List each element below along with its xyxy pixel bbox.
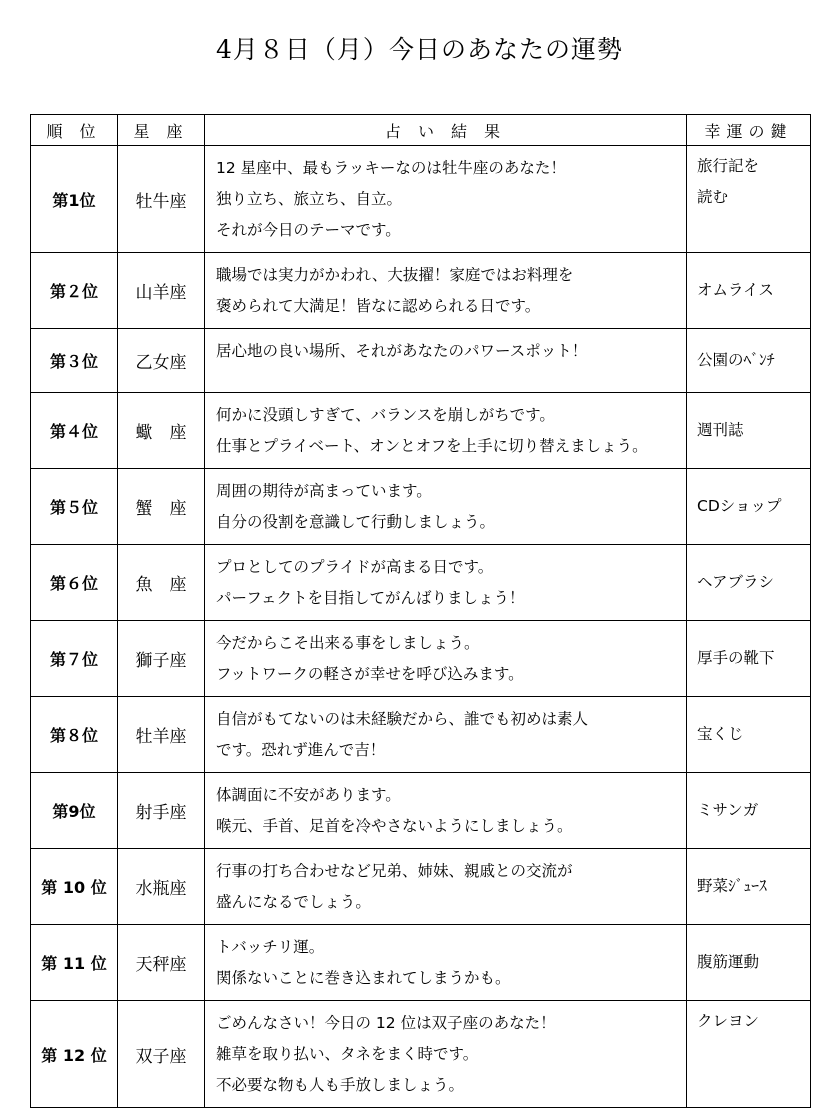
zodiac-sign-cell: 乙女座 xyxy=(118,329,205,393)
table-row xyxy=(31,925,811,1001)
fortune-text-line: 喉元、手首、足首を冷やさないようにしましょう。 xyxy=(216,817,573,835)
fortune-text-line: 何かに没頭しすぎて、バランスを崩しがちです。 xyxy=(216,406,555,424)
lucky-key-text: CDショップ xyxy=(697,497,782,515)
fortune-result-cell xyxy=(205,621,687,697)
fortune-text-line: 盛んになるでしょう。 xyxy=(216,893,371,911)
table-row xyxy=(31,1001,811,1108)
rank-cell: 第３位 xyxy=(31,329,118,393)
fortune-text-line: 12 星座中、最もラッキーなのは牡牛座のあなた！ xyxy=(216,159,566,177)
fortune-text-line: 周囲の期待が高まっています。 xyxy=(216,482,432,500)
rank-cell: 第9位 xyxy=(31,773,118,849)
fortune-result-cell xyxy=(205,329,687,393)
lucky-key-cell xyxy=(687,253,811,329)
fortune-result-cell xyxy=(205,697,687,773)
header-result: 占 い 結 果 xyxy=(205,115,687,146)
lucky-key-text: 宝くじ xyxy=(697,725,744,743)
zodiac-sign-cell: 水瓶座 xyxy=(118,849,205,925)
fortune-text-line: 自分の役割を意識して行動しましょう。 xyxy=(216,513,496,531)
fortune-text-line: 行事の打ち合わせなど兄弟、姉妹、親戚との交流が xyxy=(216,862,573,880)
header-rank: 順 位 xyxy=(31,115,118,146)
fortune-table xyxy=(30,114,811,1108)
page-title: 4月８日（月）今日のあなたの運勢 xyxy=(216,35,623,64)
fortune-text-line: 雑草を取り払い、タネをまく時です。 xyxy=(216,1045,479,1063)
fortune-text-line: プロとしてのプライドが高まる日です。 xyxy=(216,558,494,576)
zodiac-sign-cell: 双子座 xyxy=(118,1001,205,1108)
table-row xyxy=(31,697,811,773)
fortune-text-line: トバッチリ運。 xyxy=(216,938,325,956)
lucky-key-cell xyxy=(687,393,811,469)
zodiac-sign-cell: 牡羊座 xyxy=(118,697,205,773)
table-row xyxy=(31,849,811,925)
rank-cell: 第 10 位 xyxy=(31,849,118,925)
fortune-result-cell xyxy=(205,925,687,1001)
lucky-key-cell xyxy=(687,329,811,393)
fortune-text-line: 職場では実力がかわれ、大抜擢！家庭ではお料理を xyxy=(216,266,574,284)
lucky-key-text: 公園のﾍﾞﾝﾁ xyxy=(697,351,775,369)
lucky-key-cell xyxy=(687,697,811,773)
zodiac-sign-cell: 射手座 xyxy=(118,773,205,849)
lucky-key-text: ヘアブラシ xyxy=(697,573,775,591)
lucky-key-cell xyxy=(687,773,811,849)
fortune-text-line: フットワークの軽さが幸せを呼び込みます。 xyxy=(216,665,524,683)
lucky-key-cell xyxy=(687,925,811,1001)
fortune-text-line: 居心地の良い場所、それがあなたのパワースポット！ xyxy=(216,342,588,360)
fortune-result-cell xyxy=(205,253,687,329)
lucky-key-text: 旅行記を xyxy=(697,157,760,175)
fortune-result-cell xyxy=(205,849,687,925)
zodiac-sign-cell: 天秤座 xyxy=(118,925,205,1001)
table-row xyxy=(31,329,811,393)
fortune-result-cell xyxy=(205,545,687,621)
lucky-key-text: クレヨン xyxy=(697,1012,760,1030)
fortune-text-line: 不必要な物も人も手放しましょう。 xyxy=(216,1076,465,1094)
lucky-key-cell xyxy=(687,621,811,697)
fortune-result-cell xyxy=(205,393,687,469)
lucky-key-text: 野菜ｼﾞｭｰｽ xyxy=(697,877,767,895)
lucky-key-text: オムライス xyxy=(697,281,774,299)
zodiac-sign-cell: 蟹 座 xyxy=(118,469,205,545)
fortune-text-line: 褒められて大満足！皆なに認められる日です。 xyxy=(216,297,541,315)
fortune-text-line: 仕事とプライベート、オンとオフを上手に切り替えましょう。 xyxy=(216,437,648,455)
lucky-key-text: 読む xyxy=(697,188,729,206)
zodiac-sign-cell: 牡牛座 xyxy=(118,146,205,253)
zodiac-sign-cell: 山羊座 xyxy=(118,253,205,329)
rank-cell: 第８位 xyxy=(31,697,118,773)
table-row xyxy=(31,621,811,697)
zodiac-sign-cell: 魚 座 xyxy=(118,545,205,621)
zodiac-sign-cell: 獅子座 xyxy=(118,621,205,697)
table-row xyxy=(31,393,811,469)
fortune-text-line: ごめんなさい！今日の 12 位は双子座のあなた！ xyxy=(216,1014,556,1032)
lucky-key-text: 厚手の靴下 xyxy=(697,649,775,667)
rank-cell: 第1位 xyxy=(31,146,118,253)
lucky-key-text: 腹筋運動 xyxy=(697,953,760,971)
table-row xyxy=(31,773,811,849)
table-row xyxy=(31,146,811,253)
fortune-text-line: 関係ないことに巻き込まれてしまうかも。 xyxy=(216,969,511,987)
table-row xyxy=(31,469,811,545)
table-row xyxy=(31,545,811,621)
lucky-key-text: 週刊誌 xyxy=(697,421,744,439)
fortune-result-cell xyxy=(205,469,687,545)
lucky-key-cell xyxy=(687,1001,811,1108)
lucky-key-cell xyxy=(687,545,811,621)
table-header-row xyxy=(31,115,811,146)
fortune-result-cell xyxy=(205,146,687,253)
lucky-key-cell xyxy=(687,146,811,253)
fortune-result-cell xyxy=(205,1001,687,1108)
lucky-key-cell xyxy=(687,469,811,545)
fortune-text-line: それが今日のテーマです。 xyxy=(216,221,401,239)
fortune-text-line: 自信がもてないのは未経験だから、誰でも初めは素人 xyxy=(216,710,589,728)
rank-cell: 第５位 xyxy=(31,469,118,545)
header-lucky-key: 幸運の鍵 xyxy=(687,115,811,146)
fortune-result-cell xyxy=(205,773,687,849)
rank-cell: 第６位 xyxy=(31,545,118,621)
fortune-text-line: 体調面に不安があります。 xyxy=(216,786,401,804)
rank-cell: 第 12 位 xyxy=(31,1001,118,1108)
table-row xyxy=(31,253,811,329)
rank-cell: 第７位 xyxy=(31,621,118,697)
zodiac-sign-cell: 蠍 座 xyxy=(118,393,205,469)
lucky-key-cell xyxy=(687,849,811,925)
fortune-text-line: です。恐れず進んで吉！ xyxy=(216,741,386,759)
header-sign: 星 座 xyxy=(118,115,205,146)
fortune-text-line: 独り立ち、旅立ち、自立。 xyxy=(216,190,403,208)
fortune-text-line: パーフェクトを目指してがんばりましょう！ xyxy=(216,589,525,607)
rank-cell: 第２位 xyxy=(31,253,118,329)
fortune-text-line: 今だからこそ出来る事をしましょう。 xyxy=(216,634,480,652)
rank-cell: 第４位 xyxy=(31,393,118,469)
lucky-key-text: ミサンガ xyxy=(697,801,759,819)
rank-cell: 第 11 位 xyxy=(31,925,118,1001)
